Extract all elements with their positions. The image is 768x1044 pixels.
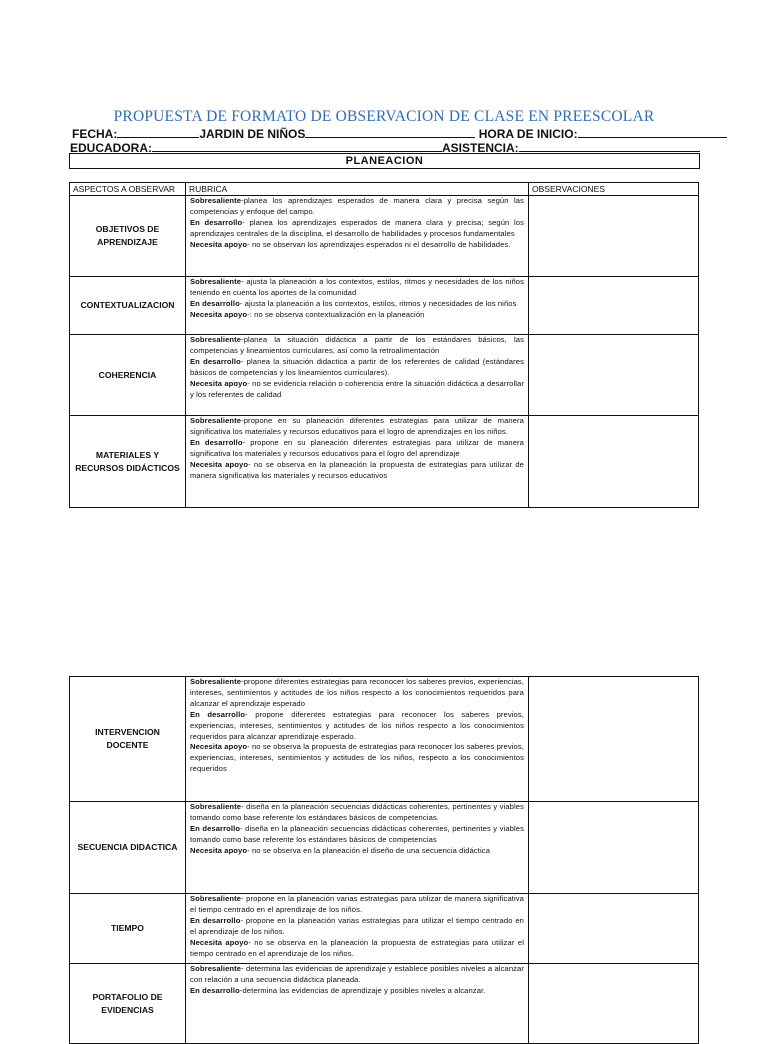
aspect-cell: OBJETIVOS DE APRENDIZAJE	[70, 196, 186, 277]
observaciones-cell[interactable]	[529, 894, 699, 964]
header-line-1	[72, 126, 698, 141]
asistencia-label: ASISTENCIA:	[442, 141, 519, 155]
rubric-cell: Sobresaliente-planea los aprendizajes esperados de manera clara y precisa según las competencias y enfoque del campo. En desarrollo- planea los aprendizajes esperados de manera clara y precisa; según los aprendizajes centrales de la disciplina, el desarrollo de habilidades y procesos fundamentales Necesita apoyo- no se observan los aprendizajes esperados ni el desarrollo de habilidades.	[186, 196, 529, 277]
observaciones-cell[interactable]	[529, 416, 699, 508]
observaciones-cell[interactable]	[529, 964, 699, 1044]
asistencia-blank	[519, 140, 700, 152]
rubric-cell: Sobresaliente- propone en la planeación varias estrategias para utilizar de manera significativa el tiempo centrado en el aprendizaje de los niños. En desarrollo- propone en la planeación varias estrategias para utilizar el tiempo centrado en el aprendizaje de los niños. Necesita apoyo- no se observa en la planeación la propuesta de estrategias para utilizar el tiempo centrado en el aprendizaje de los niños.	[186, 894, 529, 964]
fecha-label: FECHA:	[72, 127, 118, 141]
observaciones-cell[interactable]	[529, 802, 699, 894]
educadora-label: EDUCADORA:	[70, 141, 152, 155]
observaciones-cell[interactable]	[529, 196, 699, 277]
observaciones-cell[interactable]	[529, 277, 699, 335]
document-title: PROPUESTA DE FORMATO DE OBSERVACION DE CLASE EN PREESCOLAR	[113, 108, 655, 125]
table-row	[70, 964, 699, 1044]
rubric-cell: Sobresaliente-propone diferentes estrategias para reconocer los saberes previos, experiencias, intereses, sentimientos y actitudes de los niños respecto a los conocimientos requeridos para alcanzar el aprendizaje esperado En desarrollo- propone diferentes estrategias para reconocer los saberes previos, experiencias, intereses, sentimientos y actitudes de los niños respecto a los conocimientos requeridos para alcanzar aprendizaje esperado. Necesita apoyo- no se observa la propuesta de estrategias para reconocer los saberes previos, experiencias, intereses, sentimientos y actitudes de los niños, respecto a los conocimientos requeridos	[186, 677, 529, 802]
col-rubrica-header: RUBRICA	[186, 183, 529, 196]
rubric-cell: Sobresaliente- ajusta la planeación a los contextos, estilos, ritmos y necesidades de los niños teniendo en cuenta los aportes de la comunidad En desarrollo- ajusta la planeación a los contextos, estilos, ritmos y necesidades de los niños Necesita apoyo-: no se observa contextualización en la planeación	[186, 277, 529, 335]
aspect-cell: PORTAFOLIO DE EVIDENCIAS	[70, 964, 186, 1044]
table-row	[70, 677, 699, 802]
educadora-blank	[152, 140, 442, 152]
table-row	[70, 416, 699, 508]
section-title: PLANEACION	[69, 153, 700, 169]
table-row	[70, 196, 699, 277]
fecha-blank	[117, 126, 199, 138]
rubric-cell: Sobresaliente-planea la situación didáctica a partir de los estándares básicos, las competencias y lineamientos curriculares, así como la retroalimentación En desarrollo- planea la situación didactica a partir de los referentes de calidad (estándares básicos de competencias y los lineamientos curriculares). Necesita apoyo- no se evidencia relación o coherencia entre la situación didáctica a desarrollar y los referentes de calidad	[186, 335, 529, 416]
jardin-label: JARDIN DE NIÑOS	[199, 127, 306, 141]
table-row	[70, 802, 699, 894]
rubric-cell: Sobresaliente- diseña en la planeación secuencias didácticas coherentes, pertinentes y viables tomando como base referente los estándares básicos de competencias. En desarrollo- diseña en la planeación secuencias didácticas coherentes, pertinentes y viables tomando como base referente los estándares básicos de competencias Necesita apoyo- no se observa en la planeación el diseño de una secuencia didáctica	[186, 802, 529, 894]
table-header-row	[70, 183, 699, 196]
table-row	[70, 335, 699, 416]
table-row	[70, 894, 699, 964]
aspect-cell: SECUENCIA DIDACTICA	[70, 802, 186, 894]
rubric-cell: Sobresaliente- determina las evidencias de aprendizaje y establece posibles niveles a alcanzar con relación a una secuencia didáctica planeada. En desarrollo-determina las evidencias de aprendizaje y posibles niveles a alcanzar.	[186, 964, 529, 1044]
rubric-table-top	[69, 182, 699, 508]
jardin-blank	[305, 126, 475, 138]
table-row	[70, 277, 699, 335]
rubric-table-bottom	[69, 676, 699, 1044]
hora-blank	[578, 126, 727, 138]
aspect-cell: INTERVENCION DOCENTE	[70, 677, 186, 802]
aspect-cell: COHERENCIA	[70, 335, 186, 416]
aspect-cell: MATERIALES Y RECURSOS DIDÁCTICOS	[70, 416, 186, 508]
col-observaciones-header: OBSERVACIONES	[529, 183, 699, 196]
col-aspectos-header: ASPECTOS A OBSERVAR	[70, 183, 186, 196]
observaciones-cell[interactable]	[529, 335, 699, 416]
aspect-cell: CONTEXTUALIZACION	[70, 277, 186, 335]
hora-label: HORA DE INICIO:	[478, 127, 578, 141]
aspect-cell: TIEMPO	[70, 894, 186, 964]
observaciones-cell[interactable]	[529, 677, 699, 802]
rubric-cell: Sobresaliente-propone en su planeación diferentes estrategias para utilizar de manera significativa los materiales y recursos educativos para el logro de aprendizajes en los niños. En desarrollo- propone en su planeación diferentes estrategias para utilizar de manera significativa los materiales y recursos educativos para el logro del aprendizaje Necesita apoyo- no se observa en la planeación la propuesta de estrategias para utilizar de manera significativa los materiales y recursos educativos	[186, 416, 529, 508]
